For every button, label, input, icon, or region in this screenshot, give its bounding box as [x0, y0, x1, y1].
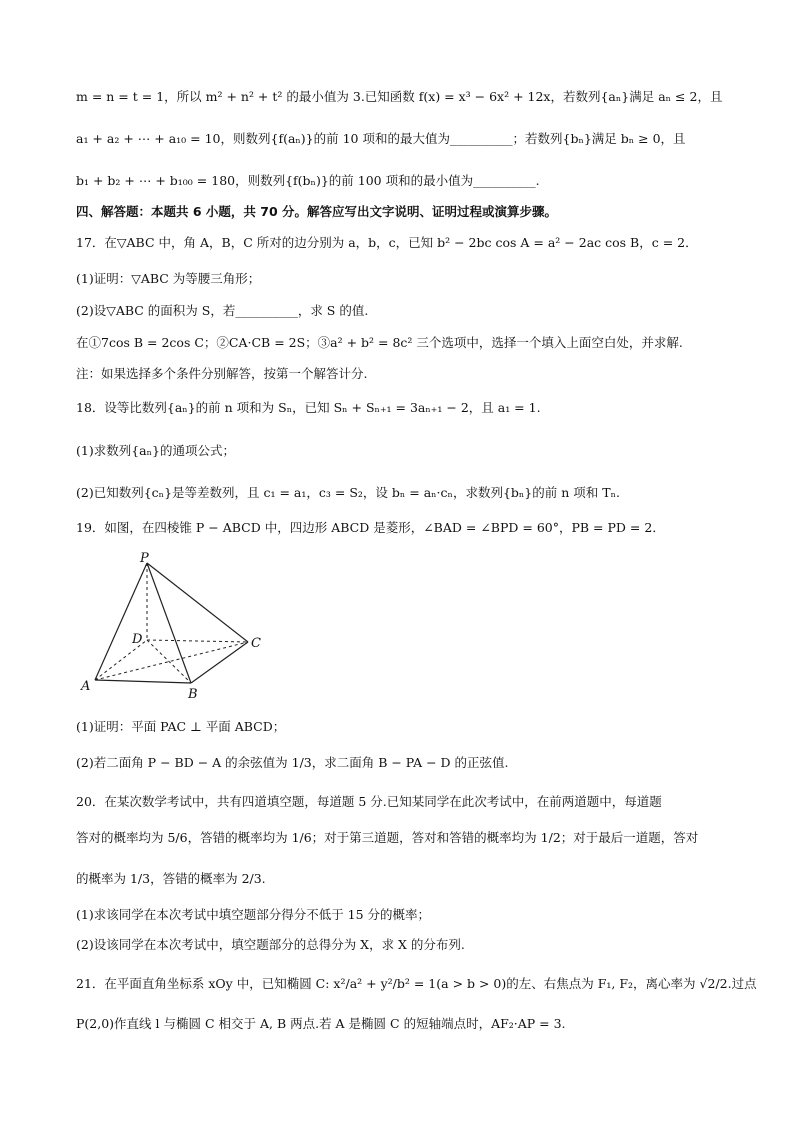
- text-line: a₁ + a₂ + ⋯ + a₁₀ = 10，则数列{f(aₙ)}的前 10 项和的最大值为__________；若数列{bₙ}满足 bₙ ≥ 0，且: [76, 131, 686, 146]
- text-line: 注：如果选择多个条件分别解答，按第一个解答计分.: [76, 366, 368, 381]
- edge-PC: [147, 563, 248, 642]
- pyramid-figure: [76, 552, 276, 702]
- text-line: 答对的概率均为 5/6，答错的概率均为 1/6；对于第三道题，答对和答错的概率均为 1/2；对于最后一道题，答对: [76, 830, 699, 845]
- text-line: (2)已知数列{cₙ}是等差数列，且 c₁ = a₁，c₃ = S₂，设 bₙ = aₙ·cₙ，求数列{bₙ}的前 n 项和 Tₙ.: [76, 485, 620, 500]
- question-21: 21．在平面直角坐标系 xOy 中，已知椭圆 C: x²/a² + y²/b² = 1(a > b > 0)的左、右焦点为 F₁, F₂，离心率为 √2/2.过点: [76, 976, 757, 991]
- diagonal-AC: [95, 642, 248, 680]
- question-18: 18．设等比数列{aₙ}的前 n 项和为 Sₙ，已知 Sₙ + Sₙ₊₁ = 3aₙ₊₁ − 2，且 a₁ = 1.: [76, 400, 541, 415]
- vertex-label-A: A: [81, 679, 91, 694]
- text-line: (1)求数列{aₙ}的通项公式；: [76, 443, 235, 458]
- text-line: P(2,0)作直线 l 与椭圆 C 相交于 A, B 两点.若 A 是椭圆 C 的短轴端点时，AF₂·AP = 3.: [76, 1016, 566, 1031]
- pyramid-diagram: [76, 552, 276, 702]
- edge-BC: [191, 642, 248, 683]
- vertex-label-B: B: [188, 687, 198, 702]
- text-line: (2)设▽ABC 的面积为 S，若__________，求 S 的值.: [76, 303, 369, 318]
- question-19: 19．如图，在四棱锥 P − ABCD 中，四边形 ABCD 是菱形，∠BAD = ∠BPD = 60°，PB = PD = 2．: [76, 520, 665, 535]
- text-line: (1)证明：▽ABC 为等腰三角形；: [76, 271, 261, 286]
- text-line: (2)设该同学在本次考试中，填空题部分的总得分为 X，求 X 的分布列.: [76, 937, 465, 952]
- section-heading: 四、解答题：本题共 6 小题，共 70 分。解答应写出文字说明、证明过程或演算步骤。: [76, 204, 558, 219]
- edge-AB: [95, 680, 191, 683]
- vertex-label-P: P: [140, 552, 149, 566]
- question-17: 17．在▽ABC 中，角 A，B，C 所对的边分别为 a，b，c，已知 b² − 2bc cos A = a² − 2ac cos B，c = 2．: [76, 235, 698, 250]
- diagonal-BD: [147, 640, 191, 683]
- text-line: (1)证明：平面 PAC ⊥ 平面 ABCD；: [76, 719, 286, 734]
- vertex-label-C: C: [251, 636, 261, 651]
- edge-PA: [95, 563, 147, 680]
- question-20: 20．在某次数学考试中，共有四道填空题，每道题 5 分.已知某同学在此次考试中，在前两道题中，每道题: [76, 794, 662, 809]
- text-line: b₁ + b₂ + ⋯ + b₁₀₀ = 180，则数列{f(bₙ)}的前 100 项和的最小值为__________.: [76, 173, 540, 188]
- text-line: m = n = t = 1，所以 m² + n² + t² 的最小值为 3.已知函数 f(x) = x³ − 6x² + 12x，若数列{aₙ}满足 aₙ ≤ 2，且: [76, 89, 723, 104]
- text-line: 的概率为 1/3，答错的概率为 2/3.: [76, 871, 266, 886]
- edge-DC: [147, 640, 248, 642]
- text-line: 在①7cos B = 2cos C；②CA·CB = 2S；③a² + b² = 8c² 三个选项中，选择一个填入上面空白处，并求解.: [76, 335, 683, 350]
- vertex-label-D: D: [132, 632, 143, 647]
- text-line: (2)若二面角 P − BD − A 的余弦值为 1/3，求二面角 B − PA − D 的正弦值.: [76, 755, 509, 770]
- text-line: (1)求该同学在本次考试中填空题部分得分不低于 15 分的概率；: [76, 907, 431, 922]
